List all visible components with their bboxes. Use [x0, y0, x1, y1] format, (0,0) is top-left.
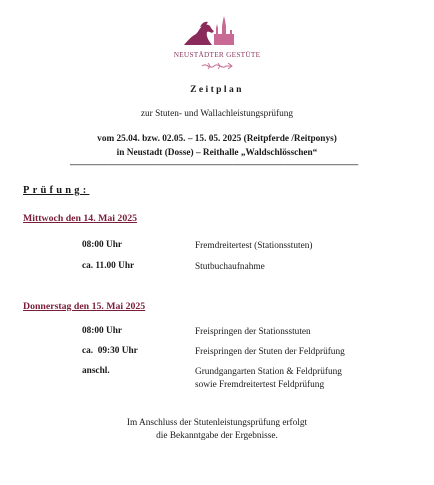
schedule-description: Fremdreitertest (Stationsstuten)	[195, 241, 313, 251]
schedule-description-continued: sowie Fremdreitertest Feldprüfung	[195, 380, 325, 390]
schedule-description: Stutbuchaufnahme	[195, 262, 265, 272]
schedule-time: ca. 11.00 Uhr	[82, 261, 135, 271]
stud-logo	[170, 14, 264, 78]
header-rule: ______________________________________________________________	[70, 157, 359, 167]
schedule-time: anschl.	[82, 366, 110, 376]
results-note-line-1: Im Anschluss der Stutenleistungsprüfung erfolgt	[126, 418, 308, 428]
schedule-description: Grundgangarten Station & Feldprüfung	[195, 367, 342, 377]
schedule-time: 08:00 Uhr	[82, 240, 123, 250]
horse-castle-emblem-icon	[170, 14, 264, 50]
decorative-flourish-icon	[200, 60, 234, 72]
logo-text: NEUSTÄDTER GESTÜTE	[173, 50, 261, 59]
section-label: Prüfung:	[23, 185, 90, 196]
schedule-time: 08:00 Uhr	[82, 326, 123, 336]
document-subtitle: zur Stuten- und Wallachleistungsprüfung	[140, 109, 294, 119]
document-title: Zeitplan	[190, 84, 244, 95]
results-note-line-2: die Bekanntgabe der Ergebnisse.	[156, 431, 278, 441]
date-range: vom 25.04. bzw. 02.05. – 15. 05. 2025 (Reitpferde /Reitponys)	[97, 134, 337, 144]
venue: in Neustadt (Dosse) – Reithalle „Waldschlösschen“	[116, 148, 318, 158]
schedule-description: Freispringen der Stationsstuten	[195, 327, 311, 337]
day-heading: Mittwoch den 14. Mai 2025	[23, 213, 138, 224]
day-heading: Donnerstag den 15. Mai 2025	[23, 301, 146, 312]
schedule-time: ca. 09:30 Uhr	[82, 346, 138, 356]
schedule-description: Freispringen der Stuten der Feldprüfung	[195, 347, 345, 357]
